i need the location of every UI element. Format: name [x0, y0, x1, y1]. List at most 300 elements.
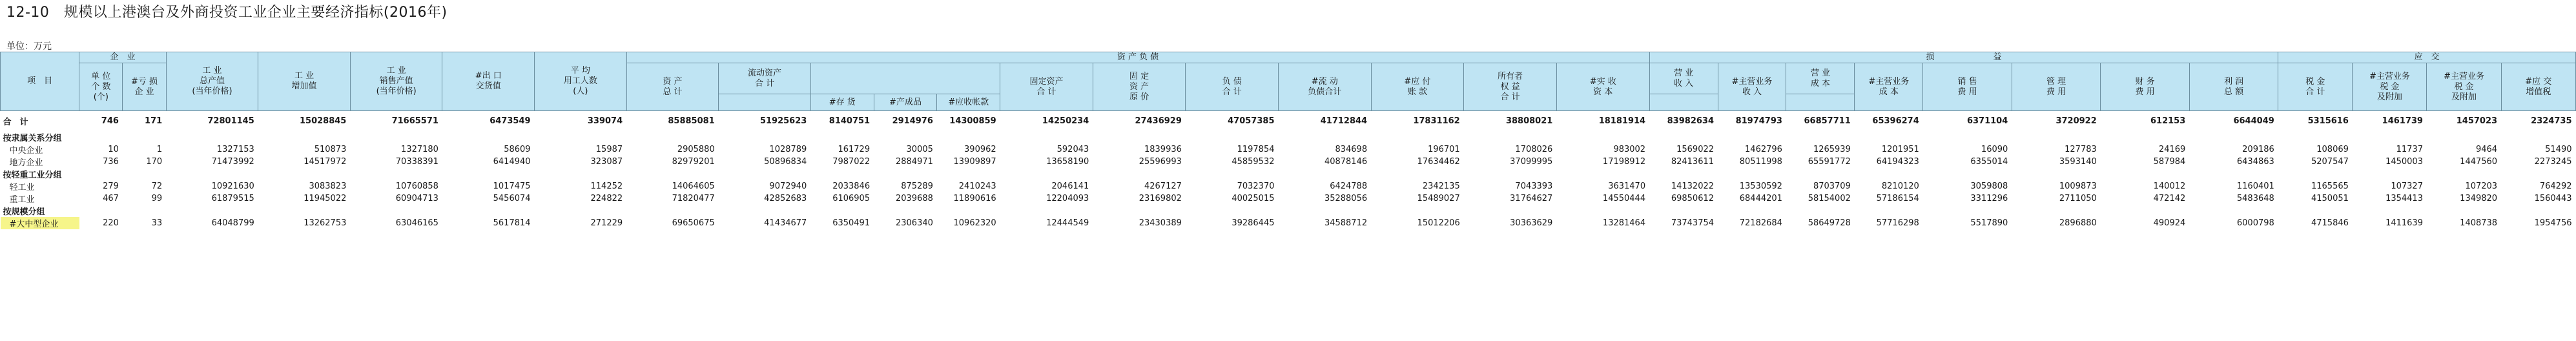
col-header: 管 理 费 用 [2012, 63, 2101, 111]
col-header: 财 务 费 用 [2101, 63, 2190, 111]
table-cell: 10921630 [211, 181, 254, 191]
table-cell: 3311296 [1970, 194, 2008, 203]
table-cell: 2884971 [895, 157, 933, 167]
table-cell [1464, 168, 1557, 180]
table-cell: 14250234 [1042, 116, 1089, 126]
table-cell: 40878146 [1324, 157, 1368, 167]
col-header: 资 产 总 计 [626, 63, 719, 111]
table-cell: 4715846 [2311, 218, 2349, 228]
table-cell: 71820477 [672, 194, 715, 203]
row-label: 中央企业 [9, 146, 43, 156]
table-cell: 13530592 [1739, 181, 1782, 191]
table-cell [810, 131, 874, 143]
table-cell: 983002 [1613, 145, 1646, 154]
row-label: 地方企业 [9, 158, 43, 168]
table-cell [1786, 205, 1855, 217]
table-cell [350, 205, 442, 217]
table-cell: 3083823 [309, 181, 347, 191]
table-cell: 390962 [964, 145, 996, 154]
table-cell [874, 131, 937, 143]
col-header: 负 债 合 计 [1186, 63, 1279, 111]
table-cell: 1327153 [216, 145, 254, 154]
table-cell [1786, 131, 1855, 143]
table-cell [166, 205, 258, 217]
table-cell [1855, 131, 1923, 143]
table-cell: 14517972 [304, 157, 347, 167]
col-header: #实 收 资 本 [1556, 63, 1649, 111]
table-cell: 3059808 [1970, 181, 2008, 191]
table-cell [258, 168, 351, 180]
col-header: 税 金 合 计 [2278, 63, 2353, 111]
table-cell: 7043393 [1515, 181, 1553, 191]
row-label: #大中型企业 [1, 217, 79, 229]
table-cell: 15987 [595, 145, 623, 154]
table-cell: 13262753 [304, 218, 347, 228]
col-header: 所有者 权 益 合 计 [1464, 63, 1557, 111]
table-cell: 1028789 [769, 145, 807, 154]
table-cell: 1017475 [493, 181, 531, 191]
table-cell [1556, 205, 1649, 217]
table-cell [1093, 131, 1186, 143]
table-row [1, 180, 2576, 192]
col-header: 流动资产 合 计 [719, 63, 811, 94]
table-cell: 3631470 [1608, 181, 1646, 191]
table-cell: 57186154 [1876, 194, 1919, 203]
table-row [1, 156, 2576, 168]
table-cell: 50896834 [764, 157, 807, 167]
table-cell [2427, 205, 2501, 217]
group-header-enterprise: 企 业 [79, 52, 166, 63]
table-cell: 510873 [314, 145, 347, 154]
table-cell: 220 [103, 218, 119, 228]
table-cell: 15489027 [1417, 194, 1460, 203]
table-cell: 37099995 [1510, 157, 1553, 167]
table-cell: 71665571 [391, 116, 438, 126]
table-cell: 2914976 [892, 116, 933, 126]
table-cell: 58649728 [1808, 218, 1851, 228]
table-body [1, 111, 2576, 230]
row-label: 按隶属关系分组 [3, 134, 62, 143]
col-header: 销 售 费 用 [1923, 63, 2012, 111]
table-header [1, 52, 2576, 111]
table-cell [2012, 205, 2101, 217]
table-cell: 14132022 [1671, 181, 1715, 191]
table-row [1, 143, 2576, 156]
table-cell [2189, 131, 2278, 143]
table-cell: 4150051 [2311, 194, 2349, 203]
table-cell: 127783 [2065, 145, 2097, 154]
table-cell: 6371104 [1966, 116, 2008, 126]
table-cell: 9464 [2475, 145, 2498, 154]
col-header: 利 润 总 额 [2189, 63, 2278, 111]
table-cell: 70338391 [395, 157, 438, 167]
table-cell [1464, 131, 1557, 143]
table-cell [2012, 131, 2101, 143]
table-cell [2278, 168, 2353, 180]
table-cell: 6434863 [2236, 157, 2274, 167]
table-cell [2427, 168, 2501, 180]
table-cell [2101, 205, 2190, 217]
table-cell: 1560443 [2534, 194, 2572, 203]
table-cell: 64048799 [211, 218, 254, 228]
table-cell: 7032370 [1237, 181, 1275, 191]
table-cell: 18181914 [1598, 116, 1646, 126]
table-cell [937, 131, 1000, 143]
table-cell: 196701 [1428, 145, 1460, 154]
table-cell: 23169802 [1139, 194, 1182, 203]
table-cell: 68444201 [1739, 194, 1782, 203]
table-cell [719, 131, 811, 143]
table-cell [2189, 205, 2278, 217]
table-cell [1000, 131, 1093, 143]
table-cell [1186, 205, 1279, 217]
page-title: 12-10 规模以上港澳台及外商投资工业企业主要经济指标(2016年) [6, 5, 448, 21]
table-cell [2353, 168, 2427, 180]
table-cell: 6414940 [493, 157, 531, 167]
table-cell: 5315616 [2307, 116, 2349, 126]
table-cell: 10 [108, 145, 119, 154]
table-cell [719, 205, 811, 217]
section-row [1, 205, 2576, 217]
table-cell [2189, 168, 2278, 180]
table-cell: 2039688 [895, 194, 933, 203]
table-cell: 140012 [2153, 181, 2186, 191]
table-cell: 6350491 [832, 218, 871, 228]
table-cell: 65591772 [1808, 157, 1851, 167]
table-cell [1186, 131, 1279, 143]
table-cell [1371, 131, 1464, 143]
table-cell: 5207547 [2311, 157, 2349, 167]
table-cell [535, 131, 627, 143]
table-cell: 51925623 [759, 116, 807, 126]
unit-label: 单位：万元 [6, 41, 52, 52]
table-cell [1093, 168, 1186, 180]
table-cell [1279, 205, 1372, 217]
table-cell [350, 168, 442, 180]
table-cell: 4267127 [1144, 181, 1182, 191]
col-header: #主营业务 成 本 [1855, 63, 1923, 111]
table-cell: 27436929 [1135, 116, 1182, 126]
table-cell [874, 205, 937, 217]
table-cell [1923, 205, 2012, 217]
row-label: 合 计 [3, 118, 28, 127]
table-cell [166, 168, 258, 180]
table-cell: 63046165 [395, 218, 438, 228]
table-cell: 71473992 [211, 157, 254, 167]
table-cell: 612153 [2150, 116, 2186, 126]
table-cell: 6644049 [2233, 116, 2274, 126]
col-header: #主营业务 收 入 [1718, 63, 1786, 111]
table-cell: 12444549 [1046, 218, 1089, 228]
group-header-assets: 资 产 负 债 [626, 52, 1649, 63]
table-cell [1855, 205, 1923, 217]
table-cell: 161729 [838, 145, 871, 154]
table-cell [810, 168, 874, 180]
table-cell [79, 131, 123, 143]
table-cell: 61879515 [211, 194, 254, 203]
table-cell [1718, 131, 1786, 143]
table-cell: 99 [151, 194, 163, 203]
table-cell: 23430389 [1139, 218, 1182, 228]
table-cell: 72 [151, 181, 163, 191]
table-cell: 47057385 [1228, 116, 1275, 126]
table-cell [1649, 205, 1718, 217]
table-cell: 224822 [590, 194, 623, 203]
table-cell: 1009873 [2059, 181, 2097, 191]
table-cell: 14064605 [672, 181, 715, 191]
table-cell: 2273245 [2534, 157, 2572, 167]
table-cell: 2896880 [2059, 218, 2097, 228]
table-cell [1649, 131, 1718, 143]
table-cell: 42852683 [764, 194, 807, 203]
table-cell [2278, 131, 2353, 143]
table-cell: 51490 [2545, 145, 2572, 154]
table-cell: 875289 [901, 181, 933, 191]
table-cell [442, 168, 535, 180]
table-cell [874, 168, 937, 180]
table-cell [535, 168, 627, 180]
table-cell: 41434677 [764, 218, 807, 228]
table-cell: 271229 [590, 218, 623, 228]
col-header: #主营业务 税 金 及附加 [2353, 63, 2427, 111]
table-cell: 15028845 [299, 116, 347, 126]
table-cell [1718, 205, 1786, 217]
table-cell: 1462796 [1745, 145, 1782, 154]
table-cell: 17634462 [1417, 157, 1460, 167]
table-cell: 209186 [2242, 145, 2274, 154]
section-row [1, 168, 2576, 180]
col-header: 固定资产 合 计 [1000, 63, 1093, 111]
table-cell: 57716298 [1876, 218, 1919, 228]
table-cell [1279, 168, 1372, 180]
blank-cell [719, 94, 811, 111]
table-cell: 323087 [590, 157, 623, 167]
table-cell: 8140751 [829, 116, 871, 126]
table-cell [810, 205, 874, 217]
table-cell: 171 [145, 116, 163, 126]
table-cell: 114252 [590, 181, 623, 191]
table-cell: 6355014 [1970, 157, 2008, 167]
table-cell [719, 168, 811, 180]
table-cell: 2905880 [677, 145, 715, 154]
table-cell [2427, 131, 2501, 143]
col-header: 营 业 成 本 [1786, 63, 1855, 94]
blank-cell [810, 63, 1000, 94]
table-cell: 736 [103, 157, 119, 167]
table-cell: 82413611 [1671, 157, 1715, 167]
table-cell [937, 168, 1000, 180]
table-cell: 13281464 [1602, 218, 1646, 228]
table-cell: 6473549 [489, 116, 531, 126]
blank-cell [1649, 94, 1718, 111]
table-cell: 16090 [1981, 145, 2008, 154]
stats-table [0, 52, 2576, 229]
row-label: 按规模分组 [3, 207, 45, 217]
table-cell: 2410243 [958, 181, 996, 191]
table-cell: 10760858 [395, 181, 438, 191]
table-cell: 10962320 [953, 218, 996, 228]
table-cell: 41712844 [1320, 116, 1368, 126]
table-cell: 3720922 [2056, 116, 2097, 126]
table-cell [626, 168, 719, 180]
table-cell: 472142 [2153, 194, 2186, 203]
table-cell: 2711050 [2059, 194, 2097, 203]
table-cell [258, 205, 351, 217]
table-cell: 746 [101, 116, 119, 126]
table-cell: 1461739 [2382, 116, 2423, 126]
table-cell: 35288056 [1324, 194, 1368, 203]
col-header: 平 均 用工人数 (人) [535, 52, 627, 111]
table-cell: 1954756 [2534, 218, 2572, 228]
table-cell [350, 131, 442, 143]
col-header: #应 付 账 款 [1371, 63, 1464, 111]
table-cell [1855, 168, 1923, 180]
group-header-profit: 损 益 [1649, 52, 2278, 63]
table-cell [1371, 168, 1464, 180]
table-row [1, 115, 2576, 127]
table-cell: 107203 [2465, 181, 2498, 191]
table-cell [123, 168, 166, 180]
table-cell [1718, 168, 1786, 180]
table-cell: 24169 [2158, 145, 2186, 154]
table-cell: 5456074 [493, 194, 531, 203]
row-label: 轻工业 [9, 183, 35, 192]
table-cell: 1411639 [2385, 218, 2423, 228]
table-cell: 64194323 [1876, 157, 1919, 167]
table-cell: 72182684 [1739, 218, 1782, 228]
table-cell: 1408738 [2460, 218, 2498, 228]
table-cell: 65396274 [1872, 116, 1919, 126]
col-header: #存 货 [810, 94, 874, 111]
table-cell: 1569022 [1676, 145, 1715, 154]
table-cell: 764292 [2539, 181, 2572, 191]
table-cell: 3593140 [2059, 157, 2097, 167]
table-cell: 8210120 [1881, 181, 1919, 191]
table-cell [442, 205, 535, 217]
table-cell: 587984 [2153, 157, 2186, 167]
table-cell: 30005 [906, 145, 933, 154]
table-cell [79, 168, 123, 180]
table-cell: 14300859 [949, 116, 996, 126]
table-cell: 33 [151, 218, 163, 228]
col-header: 单 位 个 数 (个) [79, 63, 123, 111]
table-cell: 8703709 [1813, 181, 1851, 191]
table-cell [1000, 168, 1093, 180]
table-cell: 13909897 [953, 157, 996, 167]
table-cell: 108069 [2316, 145, 2349, 154]
table-cell: 1165565 [2311, 181, 2349, 191]
table-cell: 2046141 [1051, 181, 1089, 191]
row-label: 重工业 [9, 195, 35, 205]
table-cell [1556, 168, 1649, 180]
table-cell [1464, 205, 1557, 217]
table-cell: 11945022 [304, 194, 347, 203]
table-cell [79, 205, 123, 217]
col-header: #产成品 [874, 94, 937, 111]
table-cell [1000, 205, 1093, 217]
table-cell: 13658190 [1046, 157, 1089, 167]
table-cell [2353, 131, 2427, 143]
table-cell: 12204093 [1046, 194, 1089, 203]
table-cell: 66857711 [1804, 116, 1851, 126]
table-cell [937, 205, 1000, 217]
table-cell: 6106905 [832, 194, 871, 203]
table-cell: 1708026 [1515, 145, 1553, 154]
table-cell [1556, 131, 1649, 143]
table-row [1, 192, 2576, 205]
table-cell: 1 [156, 145, 163, 154]
col-header-item: 项 目 [1, 52, 79, 111]
col-header: #应收帐款 [937, 94, 1000, 111]
table-cell [123, 205, 166, 217]
table-cell: 2324735 [2531, 116, 2572, 126]
col-header: #流 动 负债合计 [1279, 63, 1372, 111]
table-cell: 6000798 [2236, 218, 2274, 228]
table-cell: 14550444 [1602, 194, 1646, 203]
table-cell: 834698 [1335, 145, 1368, 154]
col-header: 工 业 销售产值 (当年价格) [350, 52, 442, 111]
col-header: 固 定 资 产 原 价 [1093, 63, 1186, 111]
table-cell: 60904713 [395, 194, 438, 203]
table-cell: 82979201 [672, 157, 715, 167]
table-cell: 17831162 [1413, 116, 1460, 126]
col-header: 工 业 增加值 [258, 52, 351, 111]
table-cell: 9072940 [769, 181, 807, 191]
table-cell: 80511998 [1739, 157, 1782, 167]
table-cell: 17198912 [1602, 157, 1646, 167]
table-cell [2501, 205, 2575, 217]
table-cell: 1197854 [1237, 145, 1275, 154]
table-cell [1786, 168, 1855, 180]
table-cell: 69650675 [672, 218, 715, 228]
blank-cell [1786, 94, 1855, 111]
table-cell [442, 131, 535, 143]
table-cell: 2033846 [832, 181, 871, 191]
table-cell: 5483648 [2236, 194, 2274, 203]
table-cell: 45859532 [1231, 157, 1275, 167]
table-cell: 1265939 [1813, 145, 1851, 154]
col-header: 工 业 总产值 (当年价格) [166, 52, 258, 111]
table-cell [626, 205, 719, 217]
table-cell: 30363629 [1510, 218, 1553, 228]
table-cell: 31764627 [1510, 194, 1553, 203]
table-cell [1186, 168, 1279, 180]
table-cell [2278, 205, 2353, 217]
table-cell: 339074 [587, 116, 623, 126]
table-cell: 11890616 [953, 194, 996, 203]
table-cell [1923, 131, 2012, 143]
table-cell [2353, 205, 2427, 217]
table-cell: 1457023 [2456, 116, 2498, 126]
table-cell [626, 131, 719, 143]
table-cell: 2306340 [895, 218, 933, 228]
table-cell: 1327180 [401, 145, 438, 154]
table-cell: 40025015 [1231, 194, 1275, 203]
table-cell: 467 [103, 194, 119, 203]
table-cell: 1349820 [2460, 194, 2498, 203]
table-cell [2101, 131, 2190, 143]
col-header: 营 业 收 入 [1649, 63, 1718, 94]
group-header-tax: 应 交 [2278, 52, 2576, 63]
table-cell: 1201951 [1881, 145, 1919, 154]
table-cell: 5617814 [493, 218, 531, 228]
table-cell [535, 205, 627, 217]
col-header: #亏 损 企 业 [123, 63, 166, 111]
table-cell: 85885081 [668, 116, 715, 126]
table-cell: 107327 [2391, 181, 2423, 191]
col-header: #主营业务 税 金 及附加 [2427, 63, 2501, 111]
table-cell [1649, 168, 1718, 180]
